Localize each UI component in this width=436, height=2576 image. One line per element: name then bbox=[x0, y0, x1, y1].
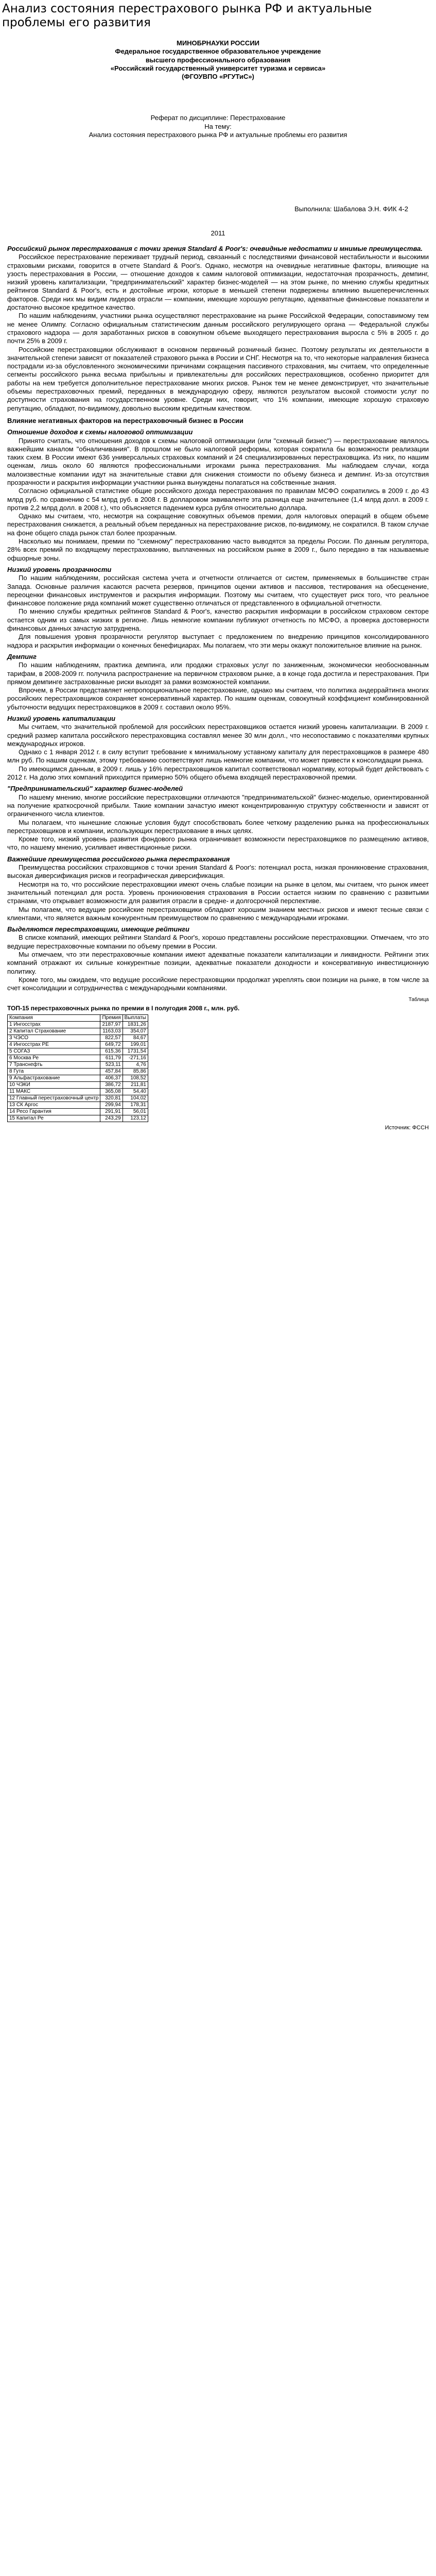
cell-payouts: 108,52 bbox=[123, 1075, 148, 1082]
cell-premium: 615,36 bbox=[100, 1048, 123, 1055]
article-title: Российский рынок перестрахования с точки зрения Standard & Poor's: очевидные недостатки и мнимые преимущества. bbox=[7, 244, 423, 252]
cell-company: 7 Транснефть bbox=[8, 1062, 100, 1069]
cell-payouts: 104,02 bbox=[123, 1095, 148, 1102]
section-paragraph: Однако мы считаем, что, несмотря на сокращение совокупных объемов премии, доля налоговых операций в общем объеме перестрахования снижается, а реальный объем переданных на перестрахование рисков, по-видимому, не сократился. В таком случае на фоне общего спада рынок стал более прозрачным. bbox=[7, 512, 429, 537]
cell-premium: 365,08 bbox=[100, 1089, 123, 1095]
cover-author: Выполнила: Шабалова Э.Н. ФИК 4-2 bbox=[294, 205, 408, 213]
table-row bbox=[8, 1102, 148, 1109]
cell-premium: 611,79 bbox=[100, 1055, 123, 1062]
table-header-premium: Премия bbox=[100, 1015, 123, 1022]
article-sections bbox=[7, 428, 429, 992]
article-intro bbox=[7, 253, 429, 413]
cell-company: 11 МАКС bbox=[8, 1089, 100, 1095]
section-heading: Отношение доходов к схемы налоговой оптимизации bbox=[7, 428, 193, 436]
cell-company: 9 Альфастрахование bbox=[8, 1075, 100, 1082]
section-paragraph: По нашим наблюдениям, российская система учета и отчетности отличается от систем, применяемых в большинстве стран Запада. Основные различия касаются расчета резервов, принципов оценки активов и пассивов, тестирования на обесценение, переоценки финансовых инструментов и раскрытия информации. Поэтому мы считаем, что существует риск того, что реальное финансовое положение ряда компаний может существенно отличаться от представленного в официальной отчетности. bbox=[7, 574, 429, 607]
table-row bbox=[8, 1042, 148, 1048]
intro-paragraph: Российское перестрахование переживает трудный период, связанный с последствиями финансовой нестабильности и высокими страховыми рисками, говорится в отчете Standard & Poor's. Однако, несмотря на очевидные негативные факторы, влияющие на узость перестрахования в России, — отношение доходов к самим налоговой оптимизации, недостаточная прозрачность, демпинг, низкий уровень капитализации, "предпринимательский" характер бизнес-моделей — на этом рынке, по мнению службы кредитных рейтингов Standard & Poor's, есть и достойные игроки, которые в меньшей степени подвержены влиянию вышеперечисленных факторов. Среди них мы видим лидеров отрасли — компании, имеющие хорошую репутацию, адекватные финансовые показатели и достаточно высокое кредитное качество. bbox=[7, 253, 429, 312]
cell-premium: 320,81 bbox=[100, 1095, 123, 1102]
institution-line-2: высшего профессионального образования bbox=[145, 56, 291, 64]
section-heading: Низкий уровень капитализации bbox=[7, 715, 116, 722]
table-row bbox=[8, 1062, 148, 1069]
cell-company: 14 Ресо Гарантия bbox=[8, 1109, 100, 1115]
table-row bbox=[8, 1109, 148, 1115]
section-paragraph: Мы отмечаем, что эти перестраховочные компании имеют адекватные показатели капитализации и ликвидности. Рейтинги этих компаний отражают их сильные конкурентные позиции, адекватные показатели доходности и консервативную инвестиционную политику. bbox=[7, 951, 429, 975]
section-paragraph: Мы полагаем, что ведущие российские перестраховщики обладают хорошим знанием местных рисков и имеют тесные связи с клиентами, что является важным конкурентным преимуществом по сравнению с международными игроками. bbox=[7, 905, 429, 922]
table-header-payouts: Выплаты bbox=[123, 1015, 148, 1022]
cover-genre: Реферат по дисциплине: Перестрахование bbox=[150, 114, 286, 122]
cell-payouts: 54,40 bbox=[123, 1089, 148, 1095]
intro-paragraph: Российские перестраховщики обслуживают в основном первичный розничный бизнес. Поэтому результаты их деятельности в значительной степени зависят от показателей страхового рынка в России и СНГ. Несмотря на то, что некоторые направления бизнеса пострадали из-за обусловленного экономическими причинами сокращения пассивного страхования, мы считаем, что определенные сегменты российского рынка весьма прибыльны и привлекательны для российских перестраховщиков, особенно приоритет для работы на нем требуется дополнительное перестрахование многих рисков. Рынок тем не менее демонстрирует, что значительные объемы перестраховочных премий, переданных в международную сферу, являются результатом высокой стоимости услуг по доступности страхования на государственном уровне. Среди них, говорит, что 1% компании, имеющие хорошую страховую репутацию, обладают, по-видимому, довольно высоким кредитным качеством. bbox=[7, 345, 429, 412]
section-paragraph: Для повышения уровня прозрачности регулятор выступает с предложением по внедрению принципов консолидированного надзора и раскрытия информации о конечных бенефициарах. Мы полагаем, что эти меры окажут положительное влияние на рынок. bbox=[7, 633, 429, 649]
section-heading: Важнейшие преимущества российского рынка перестрахования bbox=[7, 855, 230, 863]
cell-company: 1 Ингосстрах bbox=[8, 1022, 100, 1028]
cover-topic-label: На тему: bbox=[204, 122, 232, 130]
intro-paragraph: По нашим наблюдениям, участники рынка осуществляют перестрахование на рынке Российской Федерации, сопоставимому тем не менее Олимпу. Согласно официальным статистическим данным российского регулирующего органа — Федеральной службы страхового надзора — доля заработанных рисков в совокупном объеме выходящего перестрахования выросла с 5% в 2005 г. до почти 25% в 2009 г. bbox=[7, 312, 429, 345]
cell-payouts: 1731,54 bbox=[123, 1048, 148, 1055]
cell-payouts: 199,01 bbox=[123, 1042, 148, 1048]
section-paragraph: Кроме того, мы ожидаем, что ведущие российские перестраховщики продолжат укреплять свои позиции на рынке, в том числе за счет консолидации и сотрудничества с международными компаниями. bbox=[7, 975, 429, 992]
table-row bbox=[8, 1028, 148, 1035]
factors-heading: Влияние негативных факторов на перестраховочный бизнес в России bbox=[7, 416, 243, 425]
cell-premium: 822,57 bbox=[100, 1035, 123, 1042]
document bbox=[0, 30, 436, 1132]
section-paragraph: Согласно официальной статистике общие российского дохода перестрахования по правилам МСФО сократились в 2009 г. до 43 млрд руб. по сравнению с 54 млрд руб. в 2008 г. В долларовом эквиваленте эта разница еще значительнее (1,4 млрд долл. в 2009 г. против 2,2 млрд долл. в 2008 г.), что объясняется падением курса рубля относительно доллара. bbox=[7, 487, 429, 512]
cell-company: 2 Капитал Страхование bbox=[8, 1028, 100, 1035]
section-paragraph: По нашему мнению, многие российские перестраховщики отличаются "предпринимательской" бизнес-моделью, ориентированной на получение краткосрочной прибыли. Такие компании зачастую имеют концентрированную структуру собственности и зависят от ограниченного числа клиентов. bbox=[7, 793, 429, 818]
section-heading: "Предпринимательский" характер бизнес-моделей bbox=[7, 785, 183, 793]
window-title: Анализ состояния перестрахового рынка РФ и актуальные проблемы его развития bbox=[2, 2, 372, 29]
cell-payouts: -271,16 bbox=[123, 1055, 148, 1062]
cell-company: 13 СК Аргос bbox=[8, 1102, 100, 1109]
table-caption: ТОП-15 перестраховочных рынка по премии в I полугодия 2008 г., млн. руб. bbox=[7, 1004, 240, 1012]
cell-company: 8 Гута bbox=[8, 1069, 100, 1075]
section-paragraph: Мы считаем, что значительной проблемой для российских перестраховщиков остается низкий уровень капитализации. В 2009 г. средний размер капитала российского перестраховщика составлял менее 30 млн долл., что несопоставимо с показателями крупных международных игроков. bbox=[7, 723, 429, 748]
ministry: МИНОБРНАУКИ РОССИИ bbox=[176, 39, 260, 47]
cell-company: 6 Москва Ре bbox=[8, 1055, 100, 1062]
cover-year: 2011 bbox=[211, 229, 225, 237]
premium-table bbox=[7, 1014, 148, 1122]
table-row bbox=[8, 1055, 148, 1062]
section-heading: Низкий уровень прозрачности bbox=[7, 565, 112, 573]
section-paragraph: Принято считать, что отношения доходов к схемы налоговой оптимизации (или "схемный бизнес") — перестрахование являлось важнейшим каналом "обналичивания". В прошлом не было налоговой реформы, которая сократила бы возможности реализации таких схем. В России имеют 636 универсальных страховых компаний и 24 специализированных перестраховщика. Из них, по нашим оценкам, лишь около 60 являются профессиональными игроками рынка перестрахования. Мы наблюдаем случаи, когда малоизвестные компании идут на значительные ставки для снижения стоимости по объему бизнеса и демпинг. Из-за отсутствия прозрачности и раскрытия информации участники рынка вынуждены полагаться на собственные знания. bbox=[7, 436, 429, 486]
table-row bbox=[8, 1035, 148, 1042]
cell-premium: 386,72 bbox=[100, 1082, 123, 1089]
section-paragraph: Насколько мы понимаем, премии по "схемному" перестрахованию часто выводятся за пределы России. По данным регулятора, 28% всех премий по входящему перестрахованию, выплаченных на российском рынке в 2009 г., было передано в так называемые офшорные зоны. bbox=[7, 537, 429, 562]
cell-premium: 457,84 bbox=[100, 1069, 123, 1075]
section-paragraph: По мнению службы кредитных рейтингов Standard & Poor's, качество раскрытия информации в российском страховом секторе остается одним из самых низких в регионе. Лишь немногие компании публикуют отчетность по МСФО, а проверка достоверности финансовых данных зачастую затруднена. bbox=[7, 607, 429, 633]
cell-payouts: 4,76 bbox=[123, 1062, 148, 1069]
cell-payouts: 123,12 bbox=[123, 1115, 148, 1122]
table-header-row bbox=[8, 1015, 148, 1022]
institution-line-3: «Российский государственный университет туризма и сервиса» bbox=[110, 64, 326, 72]
section-paragraph: Впрочем, в России представляет непропорциональное перестрахование, однако мы считаем, что политика андеррайтинга многих российских перестраховщиков сохраняет консервативный характер. По нашим оценкам, совокупный коэффициент комбинированной убыточности ведущих перестраховщиков в 2009 г. составил около 95%. bbox=[7, 686, 429, 711]
cell-premium: 299,94 bbox=[100, 1102, 123, 1109]
table-row bbox=[8, 1069, 148, 1075]
table-row bbox=[8, 1082, 148, 1089]
institution-line-4: (ФГОУВПО «РГУТиС») bbox=[182, 73, 254, 81]
cell-company: 15 Капитал Ре bbox=[8, 1115, 100, 1122]
cell-premium: 406,37 bbox=[100, 1075, 123, 1082]
institution-line-1: Федеральное государственное образовательное учреждение bbox=[115, 47, 321, 56]
table-source: Источник: ФССН bbox=[385, 1125, 429, 1131]
cell-payouts: 85,86 bbox=[123, 1069, 148, 1075]
cell-premium: 649,72 bbox=[100, 1042, 123, 1048]
table-right-label: Таблица bbox=[408, 996, 429, 1003]
section-paragraph: В списке компаний, имеющих рейтинги Standard & Poor's, хорошо представлены российские перестраховщики. Отмечаем, что это ведущие перестраховочные компании по объему премии в России. bbox=[7, 934, 429, 950]
table-row bbox=[8, 1075, 148, 1082]
table-row bbox=[8, 1022, 148, 1028]
cell-company: 12 Главный перестраховочный центр bbox=[8, 1095, 100, 1102]
table-header-company: Компания bbox=[8, 1015, 100, 1022]
cell-premium: 1163,03 bbox=[100, 1028, 123, 1035]
cell-payouts: 56,01 bbox=[123, 1109, 148, 1115]
cell-premium: 523,11 bbox=[100, 1062, 123, 1069]
table-row bbox=[8, 1115, 148, 1122]
cell-company: 10 ЧЭКИ bbox=[8, 1082, 100, 1089]
cell-payouts: 354,07 bbox=[123, 1028, 148, 1035]
cell-premium: 243,29 bbox=[100, 1115, 123, 1122]
section-paragraph: Преимущества российских страховщиков с точки зрения Standard & Poor's: потенциал роста, низкая проникновение страхования, высокая диверсификация рисков и географическая диверсификация. bbox=[7, 863, 429, 880]
cover-topic: Анализ состояния перестрахового рынка РФ и актуальные проблемы его развития bbox=[89, 131, 347, 139]
cell-payouts: 178,31 bbox=[123, 1102, 148, 1109]
table-row bbox=[8, 1089, 148, 1095]
cell-company: 3 ЧЭСО bbox=[8, 1035, 100, 1042]
cell-payouts: 1831,26 bbox=[123, 1022, 148, 1028]
section-paragraph: По нашим наблюдениям, практика демпинга, или продажи страховых услуг по заниженным, экономически необоснованным тарифам, в 2008-2009 гг. получила распространение на первичном страховом рынке, а в конце года достигла и перестрахования. При прямом демпинге застрахованные риски выходят за рамки возможностей компании. bbox=[7, 661, 429, 686]
cell-payouts: 84,67 bbox=[123, 1035, 148, 1042]
cell-premium: 291,91 bbox=[100, 1109, 123, 1115]
cell-premium: 2187,97 bbox=[100, 1022, 123, 1028]
table-row bbox=[8, 1095, 148, 1102]
section-heading: Выделяются перестраховщики, имеющие рейтинги bbox=[7, 925, 189, 934]
section-paragraph: Кроме того, низкий уровень развития фондового рынка ограничивает возможности перестраховщиков по размещению активов, что, по нашему мнению, усиливает инвестиционные риски. bbox=[7, 835, 429, 852]
table-row bbox=[8, 1048, 148, 1055]
section-heading: Демпинг bbox=[7, 652, 37, 660]
section-paragraph: Несмотря на то, что российские перестраховщики имеют очень слабые позиции на рынке в целом, мы считаем, что рынок имеет значительный потенциал для роста. Уровень проникновения страхования в России остается низким по сравнению с развитыми странами, что открывает возможности для развития отрасли в средне- и долгосрочной перспективе. bbox=[7, 880, 429, 905]
cell-company: 5 СОГАЗ bbox=[8, 1048, 100, 1055]
cell-payouts: 211,81 bbox=[123, 1082, 148, 1089]
cell-company: 4 Ингосстрах РЕ bbox=[8, 1042, 100, 1048]
section-paragraph: По имеющимся данным, в 2009 г. лишь у 16% перестраховщиков капитал соответствовал нормативу, который будет действовать с 2012 г. На долю этих компаний приходится примерно 50% общего объема входящей перестраховочной премии. bbox=[7, 765, 429, 782]
section-paragraph: Однако с 1 января 2012 г. в силу вступит требование к минимальному уставному капиталу для перестраховщиков в размере 480 млн руб. По нашим оценкам, этому требованию соответствуют лишь немногие компании, что может привести к консолидации рынка. bbox=[7, 748, 429, 765]
section-paragraph: Мы полагаем, что нынешние сложные условия будут способствовать более четкому разделению рынка на профессиональных перестраховщиков и компании, использующих перестрахование в иных целях. bbox=[7, 818, 429, 835]
